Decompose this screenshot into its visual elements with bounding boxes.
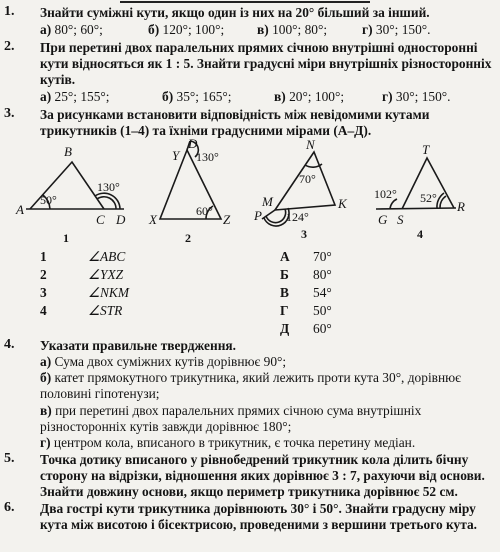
fig4-angle-ext: 102°: [374, 187, 397, 201]
task-5-number: 5.: [4, 451, 15, 466]
fig3-angle-n: 70°: [299, 172, 316, 186]
fig3-extension: [262, 210, 275, 219]
task-2-number: 2.: [4, 39, 15, 54]
list-item: [280, 248, 332, 266]
fig3-arc-m-ext: [266, 209, 286, 223]
match-value: 50°: [313, 303, 332, 318]
fig3-angle-ext: 124°: [286, 210, 309, 224]
option-value: 80°; 60°;: [54, 22, 103, 37]
statement-text: при перетині двох паралельних прямих січною сума внутрішніх різносторонніх кутів завжди дорівнює 180°;: [40, 402, 422, 434]
option-letter: г): [362, 22, 373, 37]
list-item: [40, 302, 129, 320]
fig2-number: 2: [185, 231, 191, 245]
match-letter: Д: [280, 321, 290, 336]
fig4-label-r: R: [457, 199, 465, 214]
statement: [40, 370, 492, 402]
fig4-arc-r: [440, 196, 446, 208]
option-value: 120°; 100°;: [162, 22, 225, 37]
fig3-label-n: N: [306, 138, 315, 152]
task-1-number: 1.: [4, 4, 15, 19]
match-value: 54°: [313, 285, 332, 300]
task-1-text: Знайти суміжні кути, якщо один із них на 20° більший за інший.: [40, 5, 430, 20]
triangle-figures: [0, 138, 500, 250]
match-letter: В: [280, 285, 289, 300]
match-letter: Г: [280, 303, 289, 318]
match-letter: А: [280, 249, 290, 264]
option-letter: в): [257, 22, 269, 37]
match-num: 3: [40, 285, 47, 300]
task-6-number: 6.: [4, 500, 15, 515]
option-letter: в): [274, 89, 286, 104]
fig3-label-p: P: [254, 208, 262, 223]
fig4-number: 4: [417, 227, 423, 241]
option-value: 100°; 80°;: [272, 22, 328, 37]
option-letter: а): [40, 89, 52, 104]
fig1-angle-ext: 130°: [97, 180, 120, 194]
fig3-label-k: K: [338, 196, 347, 211]
fig1-label-c: C: [96, 212, 105, 227]
list-item: [40, 248, 129, 266]
statement-text: катет прямокутного трикутника, який лежить проти кута 30°, дорівнює половині гіпотенузи;: [40, 370, 461, 402]
option-letter: а): [40, 22, 52, 37]
statement-text: Сума двох суміжних кутів дорівнює 90°;: [54, 354, 287, 369]
task-4-number: 4.: [4, 337, 15, 352]
option-value: 25°; 155°;: [54, 89, 110, 104]
list-item: [40, 266, 129, 284]
fig2-label-z: Z: [223, 212, 231, 227]
task-3-number: 3.: [4, 106, 15, 121]
list-item: [280, 266, 332, 284]
option-value: 35°; 165°;: [176, 89, 232, 104]
matching-right: [280, 248, 332, 338]
task-4-statements: [40, 354, 492, 451]
fig1-label-d: D: [116, 212, 126, 227]
match-angle: ∠ABC: [88, 249, 126, 264]
match-angle: ∠NKM: [88, 285, 130, 300]
task-5-text: Точка дотику вписаного у рівнобедрений трикутник кола ділить бічну сторону на відрізки, відношення яких дорівнює 3 : 7, рахуючи від основи. Знайти довжину основи, якщо периметр трикутника дорівнює 52 см.: [40, 452, 485, 499]
fig1-number: 1: [63, 231, 69, 245]
option-value: 30°; 150°.: [395, 89, 451, 104]
statement: [40, 403, 492, 435]
fig4-label-t: T: [422, 142, 430, 157]
fig1-label-a: A: [16, 202, 24, 217]
list-item: [280, 302, 332, 320]
match-num: 1: [40, 249, 47, 264]
fig4-angle-r: 52°: [420, 191, 437, 205]
fig4-label-g: G: [378, 212, 388, 227]
match-letter: Б: [280, 267, 289, 282]
task-4-text: Указати правильне твердження.: [40, 338, 237, 353]
option-letter: б): [162, 89, 174, 104]
fig3-label-m: M: [262, 194, 273, 209]
fig1-angle-a: 50°: [40, 193, 57, 207]
match-value: 80°: [313, 267, 332, 282]
option-letter: г): [382, 89, 393, 104]
statement: [40, 435, 492, 451]
option-value: 30°; 150°.: [375, 22, 431, 37]
task-3-text: За рисунками встановити відповідність між невідомими кутами трикутників (1–4) та їхніми градусними мірами (А–Д).: [40, 107, 430, 138]
list-item: [280, 320, 332, 338]
fig2-label-x: X: [149, 212, 157, 227]
statement-letter: а): [40, 354, 52, 369]
match-num: 4: [40, 303, 47, 318]
statement-letter: г): [40, 435, 51, 451]
match-num: 2: [40, 267, 47, 282]
match-value: 70°: [313, 249, 332, 264]
task-2-text: При перетині двох паралельних прямих січною внутрішні односторонні кути відносяться як 1 : 5. Знайти градусні міри внутрішніх різносторонніх кутів.: [40, 40, 492, 87]
option-value: 20°; 100°;: [289, 89, 345, 104]
list-item: [280, 284, 332, 302]
statement-text: центром кола, вписаного в трикутник, є точка перетину медіан.: [53, 435, 416, 451]
fig4-baseline: [376, 208, 456, 209]
list-item: [40, 284, 129, 302]
fig3-number: 3: [301, 227, 307, 241]
fig2-angle-z: 60°: [196, 204, 213, 218]
match-angle: ∠STR: [88, 303, 123, 318]
statement-letter: б): [40, 370, 52, 386]
match-angle: ∠YXZ: [88, 267, 124, 282]
fig2-label-y: Y: [172, 148, 180, 163]
match-value: 60°: [313, 321, 332, 336]
statement: [40, 354, 492, 370]
fig4-label-s: S: [397, 212, 404, 227]
fig1-label-b: B: [64, 144, 72, 159]
matching-left: [40, 248, 129, 320]
statement-letter: в): [40, 402, 52, 418]
fig2-angle-ext: 130°: [196, 150, 219, 164]
task-6-text: Два гострі кути трикутника дорівнюють 30° і 50°. Знайти градусну міру кута між висотою і бісектрисою, проведеними з вершини третього кута.: [40, 501, 477, 532]
fig2-label-d: D: [188, 138, 198, 151]
top-rule: [120, 1, 370, 3]
option-letter: б): [148, 22, 160, 37]
